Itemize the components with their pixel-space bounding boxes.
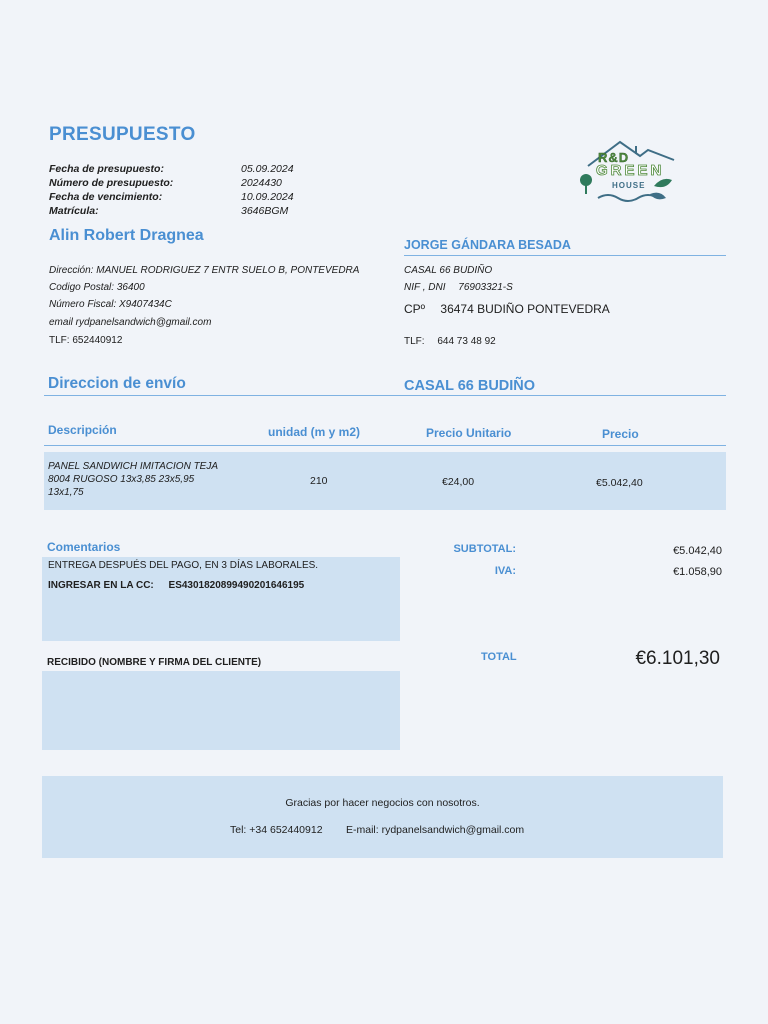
- issuer-fiscal: Número Fiscal: X9407434C: [49, 299, 172, 310]
- meta-value: 3646BGM: [241, 205, 289, 217]
- meta-label: Fecha de vencimiento:: [49, 191, 163, 203]
- divider: [44, 395, 726, 396]
- client-phone: [404, 336, 496, 347]
- table-row: [44, 452, 726, 510]
- footer-tel: Tel: +34 652440912: [230, 824, 323, 836]
- meta-label: Número de presupuesto:: [49, 177, 174, 189]
- iva-label: IVA:: [494, 565, 516, 577]
- client-name: JORGE GÁNDARA BESADA: [404, 238, 571, 252]
- divider: [44, 445, 726, 446]
- footer-band: [42, 776, 723, 858]
- issuer-name: Alin Robert Dragnea: [49, 227, 204, 244]
- signature-box: [42, 671, 400, 750]
- document-title: PRESUPUESTO: [49, 124, 196, 145]
- divider: [404, 255, 726, 256]
- logo-text-house: HOUSE: [612, 181, 646, 190]
- comments-label: Comentarios: [47, 540, 121, 554]
- iva-value: €1.058,90: [673, 566, 722, 578]
- bank-account: [48, 580, 304, 591]
- issuer-email: email rydpanelsandwich@gmail.com: [49, 317, 212, 328]
- shipping-label: Direccion de envío: [48, 375, 186, 392]
- client-nif-label: NIF , DNI: [404, 282, 446, 293]
- col-header-price: Precio: [602, 427, 639, 441]
- client-phone-label: TLF:: [404, 336, 425, 347]
- meta-label: Matrícula:: [49, 205, 99, 217]
- shipping-value: CASAL 66 BUDIÑO: [404, 378, 536, 394]
- company-logo: [574, 136, 678, 208]
- client-cp-label: CPº: [404, 302, 426, 316]
- meta-block: [49, 163, 299, 219]
- subtotal-value: €5.042,40: [673, 545, 722, 557]
- logo-text-rd: R&D: [598, 150, 630, 165]
- row-description-line: 8004 RUGOSO 13x3,85 23x5,95: [48, 474, 195, 485]
- client-cp: [404, 302, 610, 316]
- receipt-label: RECIBIDO (NOMBRE Y FIRMA DEL CLIENTE): [47, 657, 262, 668]
- meta-label: Fecha de presupuesto:: [49, 163, 164, 175]
- row-description-line: 13x1,75: [48, 487, 84, 498]
- meta-row: [49, 163, 299, 177]
- footer-email: E-mail: rydpanelsandwich@gmail.com: [346, 824, 525, 836]
- meta-value: 05.09.2024: [241, 163, 294, 175]
- total-value: €6.101,30: [635, 648, 720, 669]
- col-header-unit: unidad (m y m2): [268, 425, 361, 439]
- issuer-phone: TLF: 652440912: [49, 335, 123, 346]
- col-header-unit-price: Precio Unitario: [426, 426, 512, 440]
- meta-value: 2024430: [241, 177, 282, 189]
- meta-value: 10.09.2024: [241, 191, 294, 203]
- total-label: TOTAL: [481, 651, 517, 663]
- client-address: CASAL 66 BUDIÑO: [404, 265, 493, 276]
- row-price: €5.042,40: [596, 477, 643, 489]
- col-header-description: Descripción: [48, 423, 117, 437]
- issuer-postal: Codigo Postal: 36400: [49, 282, 145, 293]
- bank-account-label: INGRESAR EN LA CC:: [48, 580, 154, 591]
- client-nif: [404, 282, 513, 293]
- client-cp-value: 36474 BUDIÑO PONTEVEDRA: [440, 302, 610, 316]
- comments-line: ENTREGA DESPUÉS DEL PAGO, EN 3 DÍAS LABORALES.: [48, 560, 319, 571]
- row-unit-price: €24,00: [442, 476, 475, 488]
- meta-row: [49, 177, 299, 191]
- subtotal-label: SUBTOTAL:: [453, 543, 516, 555]
- client-phone-value: 644 73 48 92: [437, 336, 496, 347]
- bank-account-value: ES4301820899490201646195: [168, 580, 305, 591]
- row-description-line: PANEL SANDWICH IMITACION TEJA: [48, 461, 219, 472]
- meta-row: [49, 205, 299, 219]
- issuer-address: Dirección: MANUEL RODRIGUEZ 7 ENTR SUELO B, PONTEVEDRA: [49, 265, 360, 276]
- row-description: [48, 460, 218, 499]
- meta-row: [49, 191, 299, 205]
- comments-box: [42, 557, 400, 641]
- logo-text-green: GREEN: [596, 162, 665, 179]
- footer-thanks: Gracias por hacer negocios con nosotros.: [285, 797, 480, 809]
- row-unit: 210: [310, 475, 328, 487]
- client-nif-value: 76903321-S: [458, 282, 513, 293]
